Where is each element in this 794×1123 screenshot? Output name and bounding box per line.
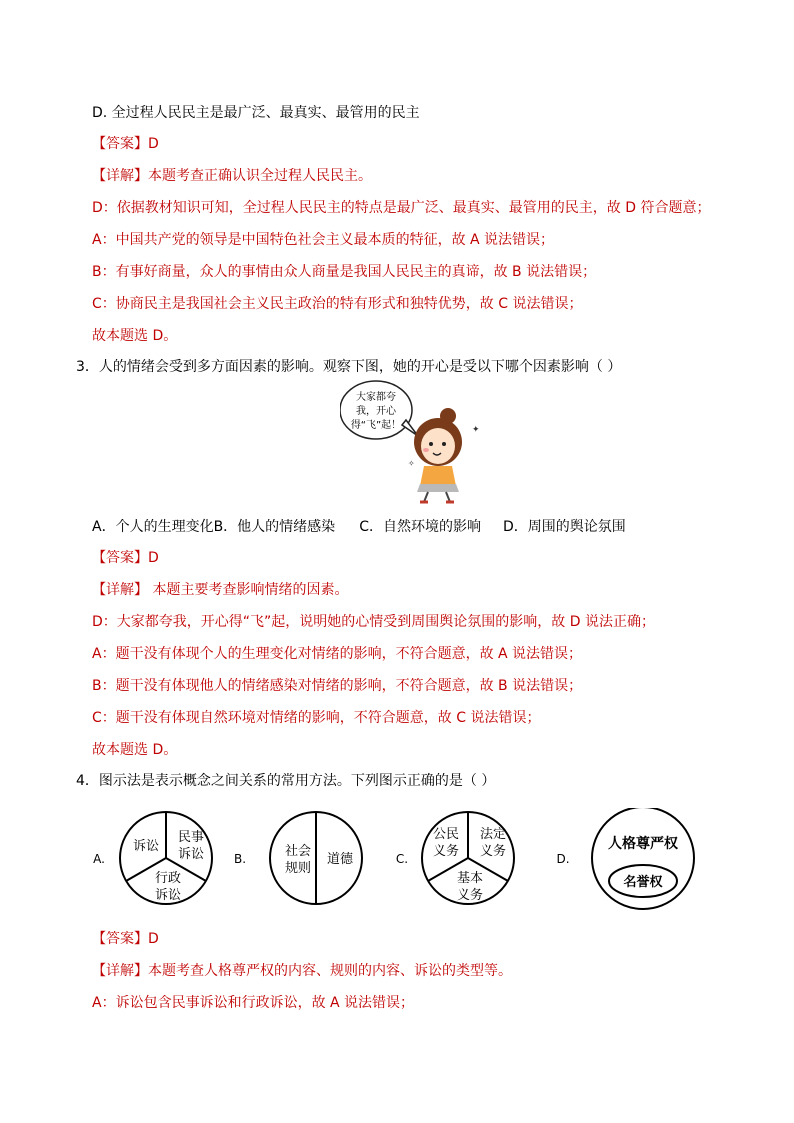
diagram-a-bottom-2: 诉讼 (154, 888, 182, 903)
q4-diagrams (0, 808, 794, 914)
q3-answer-label: 【答案】 (92, 550, 148, 566)
diagram-b-left-1: 社会 (284, 844, 312, 859)
q3-option-ab[interactable]: A．个人的生理变化B．他人的情绪感染 (92, 519, 336, 535)
diagram-c-left-1: 公民 (432, 827, 460, 842)
diagram-c-letter: C. (395, 852, 409, 866)
q4-detail-label: 【详解】 (92, 963, 148, 979)
q3-detail-label: 【详解】 (92, 582, 148, 598)
q3-detail-line (92, 581, 348, 599)
q3-option-c[interactable]: C．自然环境的影响 (359, 519, 481, 535)
diagram-c-right-1: 法定 (479, 827, 507, 842)
question-4: 4．图示法是表示概念之间关系的常用方法。下列图示正确的是（ ） (76, 773, 496, 789)
svg-text:✧: ✧ (408, 459, 415, 468)
diagram-d-inner: 名誉权 (623, 875, 663, 890)
q3-answer-value: D (148, 550, 159, 566)
q4-detail-text: 本题考查人格尊严权的内容、规则的内容、诉讼的类型等。 (148, 963, 512, 979)
detail-label: 【详解】 (92, 168, 148, 184)
explain-c: C：协商民主是我国社会主义民主政治的特有形式和独特优势，故 C 说法错误； (92, 296, 583, 312)
diagram-c[interactable] (422, 812, 514, 904)
diagram-d[interactable] (592, 808, 694, 909)
answer-label: 【答案】 (92, 136, 148, 152)
q4-answer-label: 【答案】 (92, 931, 148, 947)
q3-explain-c: C：题干没有体现自然环境对情绪的影响，不符合题意，故 C 说法错误； (92, 710, 541, 726)
detail-line (92, 167, 372, 185)
q4-explain-a: A：诉讼包含民事诉讼和行政诉讼，故 A 说法错误； (92, 995, 415, 1011)
diagram-b-left-2: 规则 (284, 861, 312, 876)
diagram-b[interactable] (270, 812, 362, 904)
question-3: 3．人的情绪会受到多方面因素的影响。观察下图，她的开心是受以下哪个因素影响（ ） (76, 359, 622, 375)
q4-answer-line (92, 930, 159, 948)
bubble-line-3: 得“飞”起！ (350, 420, 402, 431)
diagram-a-bottom-1: 行政 (154, 871, 182, 886)
q3-answer-line (92, 549, 159, 567)
explain-a: A：中国共产党的领导是中国特色社会主义最本质的特征，故 A 说法错误； (92, 232, 555, 248)
diagram-a-letter: A. (93, 852, 105, 866)
diagram-b-right: 道德 (326, 852, 354, 867)
answer-value: D (148, 136, 159, 152)
option-d-text: D. 全过程人民民主是最广泛、最真实、最管用的民主 (92, 105, 420, 121)
q3-options (92, 518, 626, 536)
q3-conclusion: 故本题选 D。 (92, 742, 178, 758)
diagram-b-letter: B. (233, 852, 247, 866)
explain-d: D：依据教材知识可知，全过程人民民主的特点是最广泛、最真实、最管用的民主，故 D 符合题意； (92, 200, 711, 216)
girl-illustration (340, 380, 490, 504)
diagram-a-right-1: 民事 (177, 830, 205, 845)
explain-b: B：有事好商量，众人的事情由众人商量是我国人民民主的真谛，故 B 说法错误； (92, 264, 597, 280)
q4-detail-line (92, 962, 512, 980)
diagram-a-left: 诉讼 (132, 839, 160, 854)
q3-explain-b: B：题干没有体现他人的情绪感染对情绪的影响，不符合题意，故 B 说法错误； (92, 678, 583, 694)
q3-explain-d: D：大家都夸我，开心得“飞”起，说明她的心情受到周围舆论氛围的影响，故 D 说法正确； (92, 614, 655, 630)
detail-text: 本题考查正确认识全过程人民民主。 (148, 168, 372, 184)
conclusion: 故本题选 D。 (92, 328, 178, 344)
diagram-c-bottom-2: 义务 (456, 888, 484, 903)
diagram-c-left-2: 义务 (432, 844, 460, 859)
bubble-line-1: 大家都夸 (356, 392, 396, 403)
q4-answer-value: D (148, 931, 159, 947)
diagram-c-right-2: 义务 (479, 844, 507, 859)
diagram-c-bottom-1: 基本 (456, 871, 484, 886)
diagram-a[interactable] (120, 812, 212, 904)
q3-explain-a: A：题干没有体现个人的生理变化对情绪的影响，不符合题意，故 A 说法错误； (92, 646, 583, 662)
diagram-a-right-2: 诉讼 (177, 847, 205, 862)
svg-text:✦: ✦ (472, 425, 480, 435)
q3-option-d[interactable]: D．周围的舆论氛围 (502, 519, 626, 535)
diagram-d-letter: D. (556, 852, 570, 866)
bubble-line-2: 我，开心 (356, 406, 396, 417)
diagram-d-outer: 人格尊严权 (608, 836, 678, 852)
q3-detail-text: 本题主要考查影响情绪的因素。 (148, 582, 349, 598)
answer-line (92, 135, 159, 153)
